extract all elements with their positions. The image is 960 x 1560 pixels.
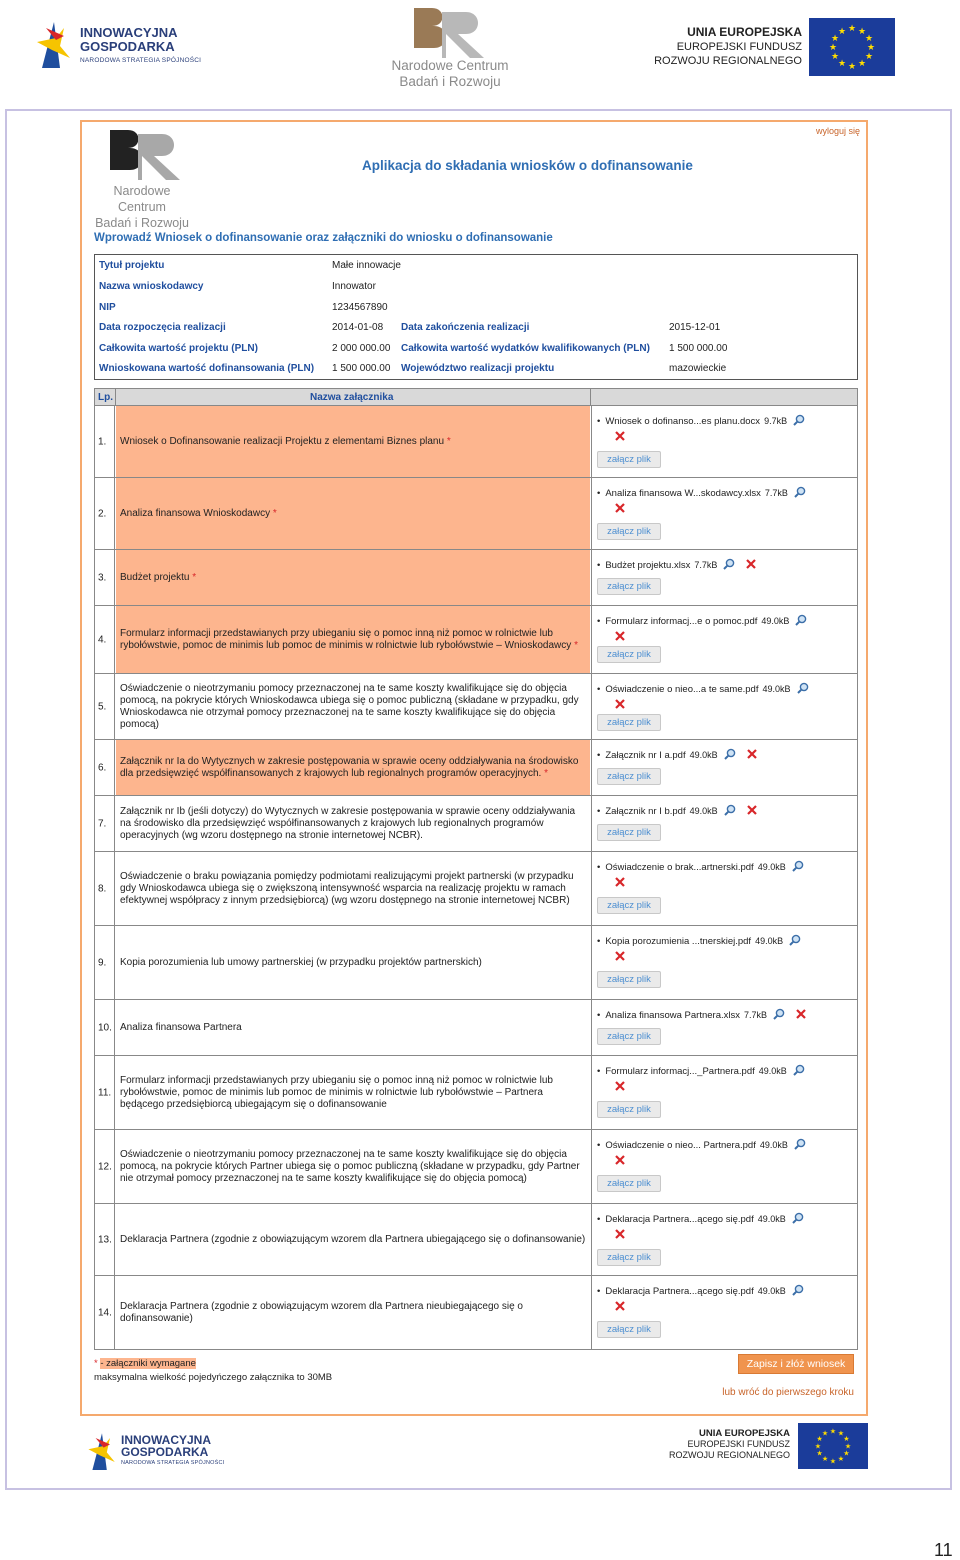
- attachment-name: Formularz informacji przedstawianych przy ubieganiu się o pomoc inną niż pomoc w rolnictwie lub rybołówstwie, pomoc de minimis lub pomoc de minimis w rolnictwie lub rybołówstwie – Partnera będącego przedsiębiorcą ubiegającym się o dofinansowanie: [120, 1074, 553, 1110]
- required-asterisk: *: [544, 767, 549, 779]
- delete-file-icon[interactable]: [614, 950, 626, 962]
- attachment-row: [95, 1204, 857, 1276]
- br-monogram-icon: [384, 2, 554, 62]
- uploaded-file-line: [597, 860, 804, 873]
- attachment-number: 1.: [98, 436, 107, 447]
- ncbr-line2: Badań i Rozwoju: [399, 74, 501, 89]
- preview-magnifier-icon[interactable]: [792, 1284, 804, 1296]
- file-bullet: •: [597, 862, 601, 873]
- svg-text:★: ★: [821, 1454, 829, 1464]
- attachment-row: [95, 478, 857, 550]
- form-heading: Wprowadź Wniosek o dofinansowanie oraz załączniki do wniosku o dofinansowanie: [94, 232, 553, 244]
- delete-file-icon[interactable]: [746, 804, 758, 816]
- svg-text:★: ★: [828, 43, 838, 53]
- uploaded-file-line: [597, 486, 806, 499]
- attachment-name: Oświadczenie o nieotrzymaniu pomocy przeznaczonej na te same koszty kwalifikujące się do objęcia pomocą, na pokrycie których Partner ubiega się o pomoc publiczną (składane w przypadku, gdy Partner nie otrzymał pomocy przeznaczonej na te same koszty kwalifikujące się do objęcia pomocą): [120, 1148, 580, 1184]
- uploaded-file-line: [597, 748, 758, 761]
- attach-file-button[interactable]: załącz plik: [597, 824, 661, 841]
- eu-logo-block: [650, 18, 900, 78]
- applicant-label: Nazwa wnioskodawcy: [99, 281, 204, 292]
- file-bullet: •: [597, 416, 601, 427]
- uploaded-file-size: 49.0kB: [761, 616, 790, 626]
- ig-logo-line2: GOSPODARKA: [80, 39, 175, 54]
- delete-file-icon[interactable]: [745, 558, 757, 570]
- uploaded-file-line: [597, 414, 805, 427]
- br-monogram-icon: [88, 126, 238, 186]
- attachment-file-cell: [591, 1000, 857, 1055]
- submit-application-button[interactable]: Zapisz i złóż wniosek: [738, 1354, 854, 1374]
- uploaded-file-name[interactable]: Analiza finansowa W...skodawcy.xlsx: [605, 488, 761, 499]
- application-window: [80, 120, 868, 1416]
- uploaded-file-name[interactable]: Deklaracja Partnera...ącego się.pdf: [605, 1286, 754, 1297]
- attachment-name: Analiza finansowa Partnera: [120, 1021, 242, 1033]
- uploaded-file-size: 49.0kB: [689, 750, 718, 760]
- required-asterisk: *: [574, 639, 578, 651]
- attachment-number: 4.: [98, 634, 107, 645]
- attachment-name-cell: [116, 1276, 590, 1349]
- delete-file-icon[interactable]: [614, 1080, 626, 1092]
- delete-file-icon[interactable]: [614, 430, 626, 442]
- attachment-name: Wniosek o Dofinansowanie realizacji Projektu z elementami Biznes planu: [120, 435, 445, 447]
- attachment-row: [95, 674, 857, 740]
- file-bullet: •: [597, 684, 601, 695]
- app-logo-line2: Badań i Rozwoju: [95, 216, 189, 230]
- attachment-file-cell: [591, 1204, 857, 1275]
- svg-text:★: ★: [843, 1434, 850, 1444]
- attachment-number-cell: [95, 606, 115, 673]
- attachment-number: 14.: [98, 1307, 112, 1318]
- uploaded-file-name[interactable]: Załącznik nr I a.pdf: [605, 750, 686, 761]
- max-size-note: maksymalna wielkość pojedyńczego załącznika to 30MB: [94, 1372, 333, 1383]
- uploaded-file-name[interactable]: Formularz informacj..._Partnera.pdf: [605, 1066, 755, 1077]
- attachment-name-cell: [116, 478, 590, 549]
- svg-text:★: ★: [837, 1454, 845, 1464]
- nip-label: NIP: [99, 302, 116, 313]
- attachment-file-cell: [591, 1130, 857, 1203]
- attachment-file-cell: [591, 852, 857, 925]
- footer-ig-line1: INNOWACYJNA: [121, 1433, 212, 1447]
- file-bullet: •: [597, 1214, 601, 1225]
- document-header: [0, 0, 960, 100]
- ig-star-icon: [34, 18, 74, 68]
- preview-magnifier-icon[interactable]: [792, 1212, 804, 1224]
- attachment-name-cell: [116, 1204, 590, 1275]
- uploaded-file-line: [597, 804, 758, 817]
- footer-ig-sub: NARODOWA STRATEGIA SPÓJNOŚCI: [121, 1460, 225, 1466]
- uploaded-file-size: 7.7kB: [743, 1010, 767, 1020]
- attachment-number-cell: [95, 1276, 115, 1349]
- attachments-table-header: [94, 388, 858, 406]
- uploaded-file-size: 49.0kB: [755, 936, 784, 946]
- uploaded-file-line: [597, 1008, 807, 1021]
- svg-text:★: ★: [830, 34, 840, 44]
- uploaded-file-line: [597, 934, 801, 947]
- attachment-number: 2.: [98, 508, 107, 519]
- uploaded-file-name[interactable]: Wniosek o dofinanso...es planu.docx: [605, 416, 761, 427]
- delete-file-icon[interactable]: [614, 698, 626, 710]
- uploaded-file-line: [597, 1284, 804, 1297]
- attachment-number: 5.: [98, 701, 107, 712]
- attachment-name: Deklaracja Partnera (zgodnie z obowiązującym wzorem dla Partnera nieubiegającego się o dofinansowanie): [120, 1300, 523, 1324]
- file-bullet: •: [597, 1066, 601, 1077]
- uploaded-file-line: [597, 614, 807, 627]
- attachment-name: Oświadczenie o nieotrzymaniu pomocy przeznaczonej na te same koszty kwalifikujące się do objęcia pomocą, na pokrycie których Wnioskodawca ubiega się o pomoc publiczną (składane w przypadku, gdy Wnioskodawca nie otrzymał pomocy przeznaczonej na te same koszty kwalifikujące się do objęcia pomocą): [120, 682, 579, 730]
- attachment-number: 12.: [98, 1161, 112, 1172]
- attach-file-button[interactable]: załącz plik: [597, 451, 661, 468]
- svg-text:★: ★: [847, 24, 857, 34]
- preview-magnifier-icon[interactable]: [792, 860, 804, 872]
- start-date-value: 2014-01-08: [332, 322, 384, 333]
- attachment-file-cell: [591, 478, 857, 549]
- project-title-value: Małe innowacje: [332, 260, 401, 271]
- footer-ue-line2: EUROPEJSKI FUNDUSZ: [687, 1439, 790, 1449]
- footer-ue-line1: UNIA EUROPEJSKA: [699, 1428, 790, 1439]
- attach-file-button[interactable]: załącz plik: [597, 578, 661, 595]
- voivodeship-value: mazowieckie: [669, 363, 727, 374]
- uploaded-file-name[interactable]: Budżet projektu.xlsx: [605, 560, 691, 571]
- total-value-label: Całkowita wartość projektu (PLN): [99, 343, 258, 354]
- uploaded-file-name[interactable]: Oświadczenie o nieo...a te same.pdf: [605, 684, 759, 695]
- attach-file-button[interactable]: załącz plik: [597, 1175, 661, 1192]
- attachment-number: 9.: [98, 957, 107, 968]
- delete-file-icon[interactable]: [614, 1154, 626, 1166]
- name-header: Nazwa załącznika: [310, 392, 394, 403]
- attach-file-button[interactable]: załącz plik: [597, 646, 661, 663]
- attachment-name: Kopia porozumienia lub umowy partnerskiej (w przypadku projektów partnerskich): [120, 956, 482, 968]
- uploaded-file-size: 49.0kB: [758, 1066, 787, 1076]
- delete-file-icon[interactable]: [614, 502, 626, 514]
- attach-file-button[interactable]: załącz plik: [597, 971, 661, 988]
- attachment-row: [95, 1130, 857, 1204]
- project-info-box: [94, 254, 858, 380]
- project-title-label: Tytuł projektu: [99, 260, 165, 271]
- attachment-row: [95, 926, 857, 1000]
- attachments-table: [94, 406, 858, 1350]
- attachment-file-cell: [591, 1056, 857, 1129]
- preview-magnifier-icon[interactable]: [793, 414, 805, 426]
- attachment-name-cell: [116, 674, 590, 739]
- uploaded-file-size: 49.0kB: [759, 1140, 788, 1150]
- svg-text:★: ★: [857, 59, 867, 69]
- svg-text:★: ★: [830, 52, 840, 62]
- attachment-name-cell: [116, 606, 590, 673]
- attachment-name: Oświadczenie o braku powiązania pomiędzy podmiotami realizującymi projekt partnerski (w przypadku gdy Wnioskodawca ubiega się o zwiększoną intensywność wsparcia na realizację projektu w ramach efektywnej współpracy z innym przedsiębiorcą) (wg wzoru dostępnego na stronie internetowej NCBR): [120, 870, 574, 906]
- delete-file-icon[interactable]: [746, 748, 758, 760]
- preview-magnifier-icon[interactable]: [797, 682, 809, 694]
- delete-file-icon[interactable]: [614, 1228, 626, 1240]
- preview-magnifier-icon[interactable]: [795, 614, 807, 626]
- svg-text:★: ★: [844, 1441, 852, 1451]
- attachment-number-cell: [95, 926, 115, 999]
- uploaded-file-size: 49.0kB: [689, 806, 718, 816]
- info-row-nip: [95, 299, 857, 319]
- uploaded-file-size: 49.0kB: [757, 1286, 786, 1296]
- file-bullet: •: [597, 616, 601, 627]
- requested-value-label: Wnioskowana wartość dofinansowania (PLN): [99, 363, 315, 374]
- file-bullet: •: [597, 560, 601, 571]
- end-date-label: Data zakończenia realizacji: [401, 322, 530, 333]
- footer-ue-line3: ROZWOJU REGIONALNEGO: [668, 1450, 790, 1460]
- svg-text:★: ★: [837, 27, 847, 37]
- attachment-file-cell: [591, 926, 857, 999]
- eligible-value-label: Całkowita wartość wydatków kwalifikowanych (PLN): [401, 343, 650, 354]
- attach-file-button[interactable]: załącz plik: [597, 768, 661, 785]
- attachment-row: [95, 606, 857, 674]
- attachment-name-cell: [116, 1000, 590, 1055]
- attachment-row: [95, 1000, 857, 1056]
- footer-eu-logo: [668, 1420, 868, 1472]
- attach-file-button[interactable]: załącz plik: [597, 1101, 661, 1118]
- preview-magnifier-icon[interactable]: [724, 804, 736, 816]
- total-value: 2 000 000.00: [332, 343, 391, 354]
- attachment-name-cell: [116, 852, 590, 925]
- attachment-row: [95, 550, 857, 606]
- attachment-name-cell: [116, 1056, 590, 1129]
- info-row-values: [95, 340, 857, 360]
- delete-file-icon[interactable]: [614, 876, 626, 888]
- attachment-number-cell: [95, 1204, 115, 1275]
- attachment-number-cell: [95, 1000, 115, 1055]
- attachment-number-cell: [95, 1130, 115, 1203]
- attach-file-button[interactable]: załącz plik: [597, 714, 661, 731]
- footer-ig-logo: [86, 1424, 266, 1474]
- uploaded-file-size: 49.0kB: [762, 684, 791, 694]
- ig-star-icon: [86, 1428, 118, 1472]
- uploaded-file-line: [597, 1212, 804, 1225]
- uploaded-file-size: 7.7kB: [694, 560, 718, 570]
- delete-file-icon[interactable]: [614, 1300, 626, 1312]
- file-bullet: •: [597, 750, 601, 761]
- file-bullet: •: [597, 1010, 601, 1021]
- uploaded-file-name[interactable]: Oświadczenie o brak...artnerski.pdf: [605, 862, 754, 873]
- attachment-file-cell: [591, 606, 857, 673]
- preview-magnifier-icon[interactable]: [723, 558, 735, 570]
- attachment-row: [95, 796, 857, 852]
- attachment-row: [95, 852, 857, 926]
- attachment-file-cell: [591, 550, 857, 605]
- attach-file-button[interactable]: załącz plik: [597, 1321, 661, 1338]
- svg-text:★: ★: [821, 1428, 829, 1438]
- uploaded-file-line: [597, 1064, 805, 1077]
- required-asterisk: *: [192, 571, 197, 583]
- footer-ig-line2: GOSPODARKA: [121, 1445, 209, 1459]
- attachment-row: [95, 406, 857, 478]
- uploaded-file-name[interactable]: Załącznik nr I b.pdf: [605, 806, 686, 817]
- attachment-number-cell: [95, 478, 115, 549]
- uploaded-file-line: [597, 1138, 806, 1151]
- uploaded-file-name[interactable]: Deklaracja Partnera...ącego się.pdf: [605, 1214, 754, 1225]
- ue-line1: UNIA EUROPEJSKA: [687, 25, 802, 39]
- start-date-label: Data rozpoczęcia realizacji: [99, 322, 226, 333]
- preview-magnifier-icon[interactable]: [773, 1008, 785, 1020]
- attachment-name: Załącznik nr Ia do Wytycznych w zakresie postępowania w sprawie oceny oddziaływania na środowisko dla przedsięwzięć współfinansowanych z krajowych lub regionalnych programów operacyjnych.: [120, 755, 579, 779]
- page-number: 11: [934, 1540, 953, 1560]
- attachment-number: 10.: [98, 1022, 112, 1033]
- uploaded-file-size: 49.0kB: [757, 1214, 786, 1224]
- attachment-number-cell: [95, 740, 115, 795]
- voivodeship-label: Województwo realizacji projektu: [401, 363, 555, 374]
- attachment-file-cell: [591, 674, 857, 739]
- attachment-name-cell: [116, 550, 590, 605]
- svg-text:★: ★: [837, 1428, 845, 1438]
- file-bullet: •: [597, 488, 601, 499]
- info-row-applicant: [95, 278, 857, 298]
- info-row-dates: [95, 319, 857, 339]
- svg-text:★: ★: [857, 27, 867, 37]
- logout-link[interactable]: wyloguj się: [815, 126, 860, 136]
- required-asterisk: *: [446, 435, 451, 447]
- svg-text:★: ★: [866, 43, 876, 53]
- attachment-number: 8.: [98, 883, 107, 894]
- delete-file-icon[interactable]: [795, 1008, 807, 1020]
- svg-text:★: ★: [864, 52, 874, 62]
- attach-file-button[interactable]: załącz plik: [597, 897, 661, 914]
- info-row-title: [95, 257, 857, 277]
- attachment-name: Formularz informacji przedstawianych przy ubieganiu się o pomoc inną niż pomoc w rolnictwie lub rybołówstwie, pomoc de minimis lub pomoc de minimis w rolnictwie lub rybołówstwie – Wnioskodawcy: [120, 627, 572, 651]
- attachment-row: [95, 1056, 857, 1130]
- attachment-number-cell: [95, 796, 115, 851]
- attachment-file-cell: [591, 1276, 857, 1349]
- preview-magnifier-icon[interactable]: [793, 1064, 805, 1076]
- attachment-file-cell: [591, 406, 857, 477]
- preview-magnifier-icon[interactable]: [794, 1138, 806, 1150]
- attachment-number: 3.: [98, 572, 107, 583]
- attachment-number-cell: [95, 852, 115, 925]
- attach-file-button[interactable]: załącz plik: [597, 1028, 661, 1045]
- uploaded-file-size: 9.7kB: [764, 416, 788, 426]
- attach-file-button[interactable]: załącz plik: [597, 523, 661, 540]
- preview-magnifier-icon[interactable]: [724, 748, 736, 760]
- back-to-first-step-link[interactable]: lub wróć do pierwszego kroku: [722, 1387, 854, 1398]
- attachment-name-cell: [116, 926, 590, 999]
- file-bullet: •: [597, 1286, 601, 1297]
- preview-magnifier-icon[interactable]: [794, 486, 806, 498]
- innowacyjna-gospodarka-logo: [34, 18, 234, 70]
- required-asterisk: *: [272, 507, 277, 519]
- ncbr-logo: [384, 2, 554, 94]
- eligible-value: 1 500 000.00: [669, 343, 728, 354]
- uploaded-file-name[interactable]: Analiza finansowa Partnera.xlsx: [605, 1010, 740, 1021]
- attachment-name: Załącznik nr Ib (jeśli dotyczy) do Wytycznych w zakresie postępowania w sprawie oceny oddziaływania na środowisko dla przedsięwzięć współfinansowanych z krajowych lub regionalnych programów operacyjnych (wg wzoru dostępnego na stronie internetowej NCBR).: [120, 805, 576, 841]
- attach-file-button[interactable]: załącz plik: [597, 1249, 661, 1266]
- attachment-name-cell: [116, 740, 590, 795]
- ue-line2: EUROPEJSKI FUNDUSZ: [676, 41, 802, 53]
- attachment-name: Deklaracja Partnera (zgodnie z obowiązującym wzorem dla Partnera ubiegającego się o dofinansowanie): [120, 1233, 586, 1245]
- app-logo-line1: Narodowe Centrum: [113, 184, 171, 214]
- requested-value: 1 500 000.00: [332, 363, 391, 374]
- attachment-row: [95, 740, 857, 796]
- uploaded-file-name[interactable]: Formularz informacj...e o pomoc.pdf: [605, 616, 758, 627]
- uploaded-file-size: 7.7kB: [764, 488, 788, 498]
- ig-logo-sub: NARODOWA STRATEGIA SPÓJNOŚCI: [80, 57, 202, 64]
- attachment-name-cell: [116, 406, 590, 477]
- app-title: Aplikacja do składania wniosków o dofinansowanie: [362, 158, 693, 173]
- preview-magnifier-icon[interactable]: [789, 934, 801, 946]
- svg-text:★: ★: [829, 1456, 837, 1466]
- ue-line3: ROZWOJU REGIONALNEGO: [654, 55, 802, 67]
- uploaded-file-line: [597, 558, 757, 571]
- svg-text:★: ★: [843, 1448, 850, 1458]
- uploaded-file-line: [597, 682, 809, 695]
- attachment-row: [95, 1276, 857, 1350]
- delete-file-icon[interactable]: [614, 630, 626, 642]
- required-note: [94, 1358, 196, 1369]
- svg-text:★: ★: [864, 34, 874, 44]
- required-note-text: - załączniki wymagane: [100, 1358, 196, 1369]
- applicant-value: Innowator: [332, 281, 376, 292]
- attachment-number-cell: [95, 406, 115, 477]
- svg-text:★: ★: [816, 1448, 823, 1458]
- uploaded-file-name[interactable]: Kopia porozumienia ...tnerskiej.pdf: [605, 936, 752, 947]
- file-bullet: •: [597, 1140, 601, 1151]
- attachment-number: 13.: [98, 1234, 112, 1245]
- required-note-star: *: [94, 1358, 98, 1369]
- attachment-number-cell: [95, 550, 115, 605]
- svg-text:★: ★: [829, 1426, 837, 1436]
- attachment-name: Budżet projektu: [120, 571, 190, 583]
- attachment-number: 11.: [98, 1087, 112, 1098]
- attachment-file-cell: [591, 796, 857, 851]
- eu-flag-icon: [798, 1423, 868, 1469]
- lp-header: Lp.: [98, 392, 113, 403]
- svg-text:★: ★: [837, 59, 847, 69]
- uploaded-file-size: 49.0kB: [757, 862, 786, 872]
- attachment-number-cell: [95, 674, 115, 739]
- info-row-requested: [95, 360, 857, 380]
- attachment-file-cell: [591, 740, 857, 795]
- nip-value: 1234567890: [332, 302, 388, 313]
- attachment-number: 6.: [98, 762, 107, 773]
- file-bullet: •: [597, 806, 601, 817]
- svg-text:★: ★: [847, 62, 857, 72]
- end-date-value: 2015-12-01: [669, 322, 721, 333]
- eu-flag-icon: [809, 18, 895, 76]
- attachment-name-cell: [116, 796, 590, 851]
- attachment-number-cell: [95, 1056, 115, 1129]
- ig-logo-line1: INNOWACYJNA: [80, 25, 178, 40]
- attachment-number: 7.: [98, 818, 107, 829]
- svg-text:★: ★: [814, 1441, 822, 1451]
- app-ncbr-logo: [88, 126, 238, 230]
- svg-text:★: ★: [816, 1434, 823, 1444]
- attachment-name-cell: [116, 1130, 590, 1203]
- attachment-name: Analiza finansowa Wnioskodawcy: [120, 507, 271, 519]
- uploaded-file-name[interactable]: Oświadczenie o nieo... Partnera.pdf: [605, 1140, 756, 1151]
- ncbr-line1: Narodowe Centrum: [391, 58, 509, 73]
- file-bullet: •: [597, 936, 601, 947]
